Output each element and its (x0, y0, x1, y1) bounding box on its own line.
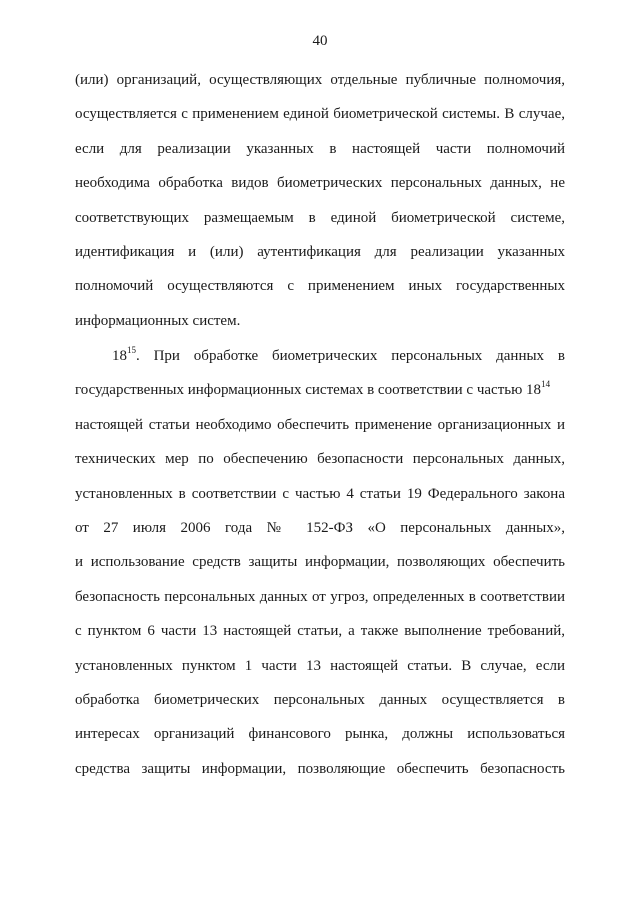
text-line: полномочий осуществляются с применением иных государственных (75, 278, 565, 295)
paragraph-2 (75, 339, 565, 786)
text-line: средства защиты информации, позволяющие обеспечить безопасность (75, 760, 565, 777)
paragraph-1 (75, 63, 565, 338)
text-line: обработка биометрических персональных данных осуществляется в (75, 691, 565, 708)
text-line: если для реализации указанных в настоящей части полномочий (75, 140, 565, 157)
text-line: от 27 июля 2006 года № 152-ФЗ «О персональных данных», (75, 519, 565, 536)
text-line: и использование средств защиты информации, позволяющих обеспечить (75, 554, 565, 571)
text-line: информационных систем. (75, 312, 241, 329)
reference-superscript: 14 (541, 379, 551, 390)
text-line: с пунктом 6 части 13 настоящей статьи, а также выполнение требований, (75, 623, 565, 640)
paragraph-number-superscript: 15 (127, 345, 136, 355)
text-line: осуществляется с применением единой биометрической системы. В случае, (75, 106, 565, 123)
paragraph-lead-line (75, 339, 565, 373)
text-line: настоящей статьи необходимо обеспечить применение организационных и (75, 416, 565, 433)
text-line: соответствующих размещаемым в единой биометрической системе, (75, 209, 565, 226)
text-line: идентификация и (или) аутентификация для реализации указанных (75, 243, 565, 260)
text-fragment: . При обработке биометрических персональных данных в (136, 348, 565, 364)
text-line: (или) организаций, осуществляющих отдельные публичные полномочия, (75, 72, 565, 88)
page-number: 40 (312, 33, 328, 49)
text-fragment: государственных информационных системах в соответствии с частью 18 (75, 382, 542, 399)
text-line: интересах организаций финансового рынка, должны использоваться (75, 726, 565, 743)
text-line: безопасность персональных данных от угроз, определенных в соответствии (75, 588, 565, 605)
text-line: установленных пунктом 1 части 13 настоящей статьи. В случае, если (75, 657, 565, 674)
text-line: технических мер по обеспечению безопасности персональных данных, (75, 451, 565, 468)
text-line-with-superscript (75, 373, 565, 407)
text-line: необходима обработка видов биометрических персональных данных, не (75, 175, 565, 192)
paragraph-number: 18 (112, 348, 127, 364)
text-line: установленных в соответствии с частью 4 статьи 19 Федерального закона (75, 485, 565, 502)
